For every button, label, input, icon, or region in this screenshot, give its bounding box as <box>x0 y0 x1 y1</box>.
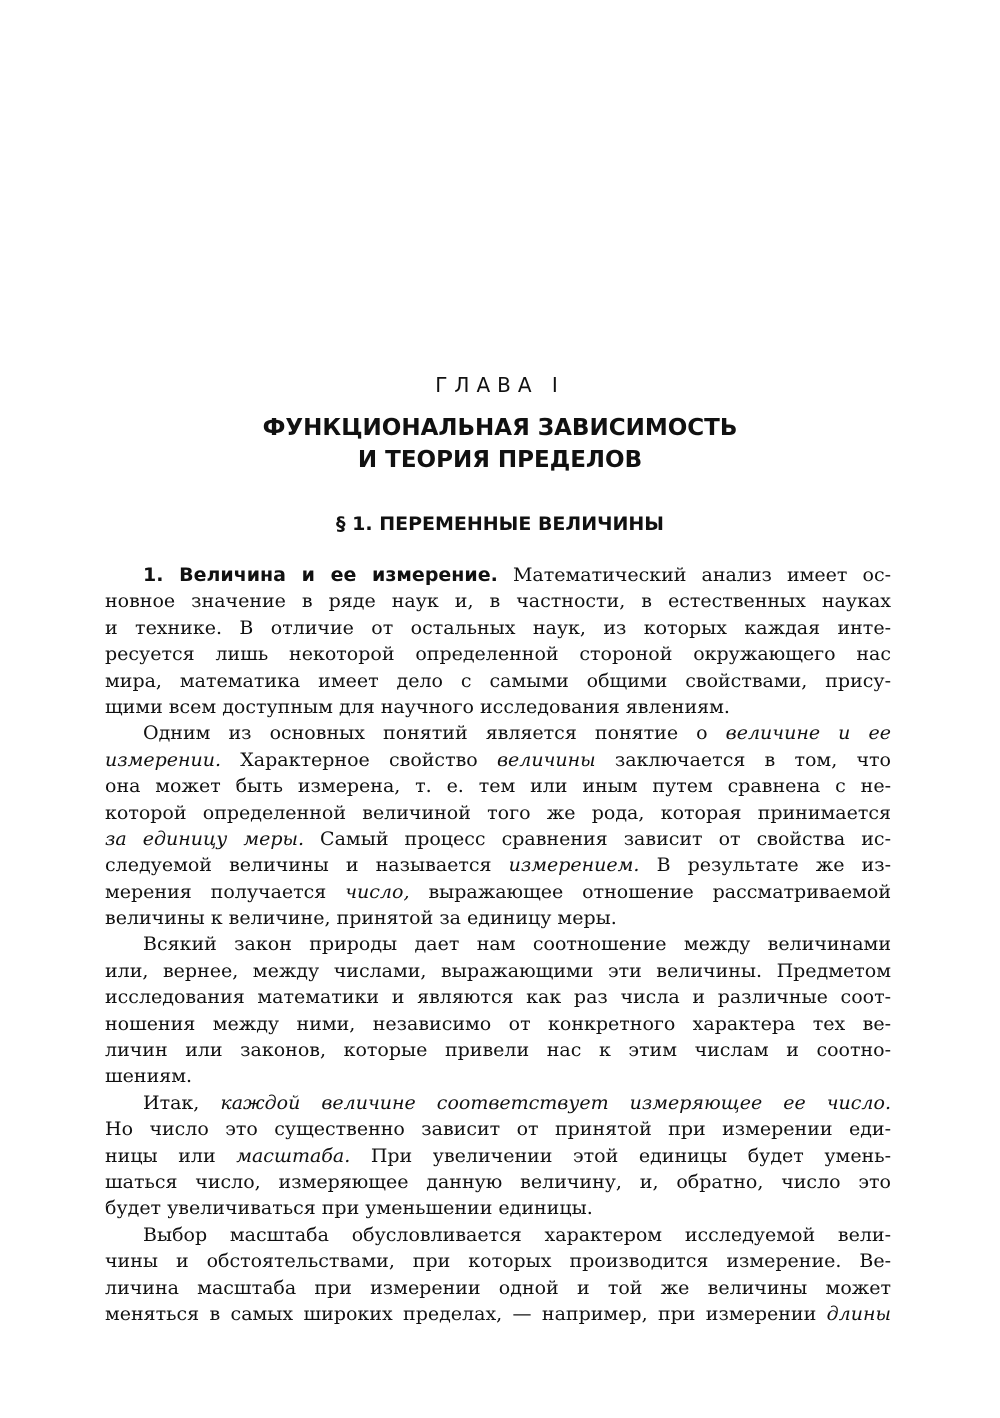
text-run: будет увеличиваться при уменьшении единицы. <box>105 1197 593 1220</box>
text-line <box>105 641 891 667</box>
text-line <box>105 1037 891 1063</box>
text-line <box>105 905 891 931</box>
text-line <box>105 694 891 720</box>
text-line <box>105 1195 891 1221</box>
text-run: чины и обстоятельствами, при которых производится измерение. Ве- <box>105 1250 891 1273</box>
text-run: следуемой величины и называется <box>105 854 509 877</box>
text-line <box>105 958 891 984</box>
text-line <box>105 773 891 799</box>
text-line <box>105 1063 891 1089</box>
text-line <box>105 984 891 1010</box>
text-run: мерения получается <box>105 880 346 903</box>
text-run: личин или законов, которые привели нас к этим числам и соотно- <box>105 1039 891 1062</box>
chapter-label: ГЛАВА I <box>435 373 565 397</box>
emphasis-text: измерением. <box>508 854 640 877</box>
emphasis-text: длины <box>826 1302 891 1325</box>
text-run: Всякий закон природы дает нам соотношение между величинами <box>143 933 891 956</box>
text-run: личина масштаба при измерении одной и той же величины может <box>105 1276 891 1299</box>
text-run: Характерное свойство <box>221 748 497 771</box>
text-run: или, вернее, между числами, выражающими эти величины. Предметом <box>105 959 891 982</box>
text-run: При увеличении этой единицы будет умень- <box>350 1144 891 1167</box>
chapter-title-line: И ТЕОРИЯ ПРЕДЕЛОВ <box>357 447 643 473</box>
section-title: § 1. ПЕРЕМЕННЫЕ ВЕЛИЧИНЫ <box>336 513 664 535</box>
text-line <box>105 720 891 746</box>
text-line <box>105 800 891 826</box>
text-line <box>105 668 891 694</box>
text-run: новное значение в ряде наук и, в частности, в естественных науках <box>105 590 891 613</box>
text-line <box>105 615 891 641</box>
text-run: Выбор масштаба обусловливается характером исследуемой вели- <box>143 1223 891 1246</box>
emphasis-text: число, <box>345 880 410 903</box>
text-line <box>105 747 891 773</box>
text-line <box>105 1116 891 1142</box>
emphasis-text: каждой величине соответствует измеряющее ее число. <box>220 1091 891 1114</box>
text-line <box>105 1090 891 1116</box>
text-line <box>105 931 891 957</box>
text-run: она может быть измерена, т. е. тем или иным путем сравнена с не- <box>105 775 891 798</box>
text-line <box>105 826 891 852</box>
text-run: Математический анализ имеет ос- <box>497 564 891 586</box>
text-run: ницы или <box>105 1144 237 1167</box>
text-line <box>105 1248 891 1274</box>
paragraph-heading: 1. Величина и ее измерение. <box>143 564 498 586</box>
text-line <box>105 1275 891 1301</box>
emphasis-text: величине и ее <box>725 722 891 745</box>
emphasis-text: измерении. <box>105 748 222 771</box>
text-run: выражающее отношение рассматриваемой <box>409 880 891 903</box>
text-run: заключается в том, что <box>595 748 891 771</box>
text-run: исследования математики и являются как раз числа и различные соот- <box>105 986 891 1009</box>
text-run: меняться в самых широких пределах, — например, при измерении <box>105 1302 827 1325</box>
text-line <box>105 562 891 588</box>
text-run: Но число это существенно зависит от принятой при измерении еди- <box>105 1118 891 1141</box>
text-line <box>105 879 891 905</box>
text-run: В результате же из- <box>639 854 891 877</box>
text-run: мира, математика имеет дело с самыми общими свойствами, прису- <box>105 669 891 692</box>
text-run: ношения между ними, независимо от конкретного характера тех ве- <box>105 1012 891 1035</box>
text-line <box>105 588 891 614</box>
chapter-title <box>0 412 1000 476</box>
text-run: Итак, <box>143 1091 221 1114</box>
emphasis-text: масштаба. <box>236 1144 351 1167</box>
emphasis-text: за единицу меры. <box>105 827 305 850</box>
text-line <box>105 1169 891 1195</box>
text-run: Самый процесс сравнения зависит от свойства ис- <box>304 827 891 850</box>
text-line <box>105 1143 891 1169</box>
text-line <box>105 1011 891 1037</box>
text-run: ресуется лишь некоторой определенной стороной окружающего нас <box>105 643 891 666</box>
text-run: Одним из основных понятий является понятие о <box>143 722 726 745</box>
text-run: шениям. <box>105 1065 193 1088</box>
text-run: которой определенной величиной того же рода, которая принимается <box>105 801 891 824</box>
text-run: и технике. В отличие от остальных наук, из которых каждая инте- <box>105 616 891 639</box>
text-line <box>105 1222 891 1248</box>
body-text <box>105 562 891 1327</box>
emphasis-text: величины <box>496 748 596 771</box>
text-run: щими всем доступным для научного исследования явлениям. <box>105 695 730 718</box>
chapter-title-line: ФУНКЦИОНАЛЬНАЯ ЗАВИСИМОСТЬ <box>262 415 738 441</box>
text-line <box>105 1301 891 1327</box>
text-line <box>105 852 891 878</box>
text-run: величины к величине, принятой за единицу меры. <box>105 907 617 930</box>
text-run: шаться число, измеряющее данную величину, и, обратно, число это <box>105 1170 891 1193</box>
